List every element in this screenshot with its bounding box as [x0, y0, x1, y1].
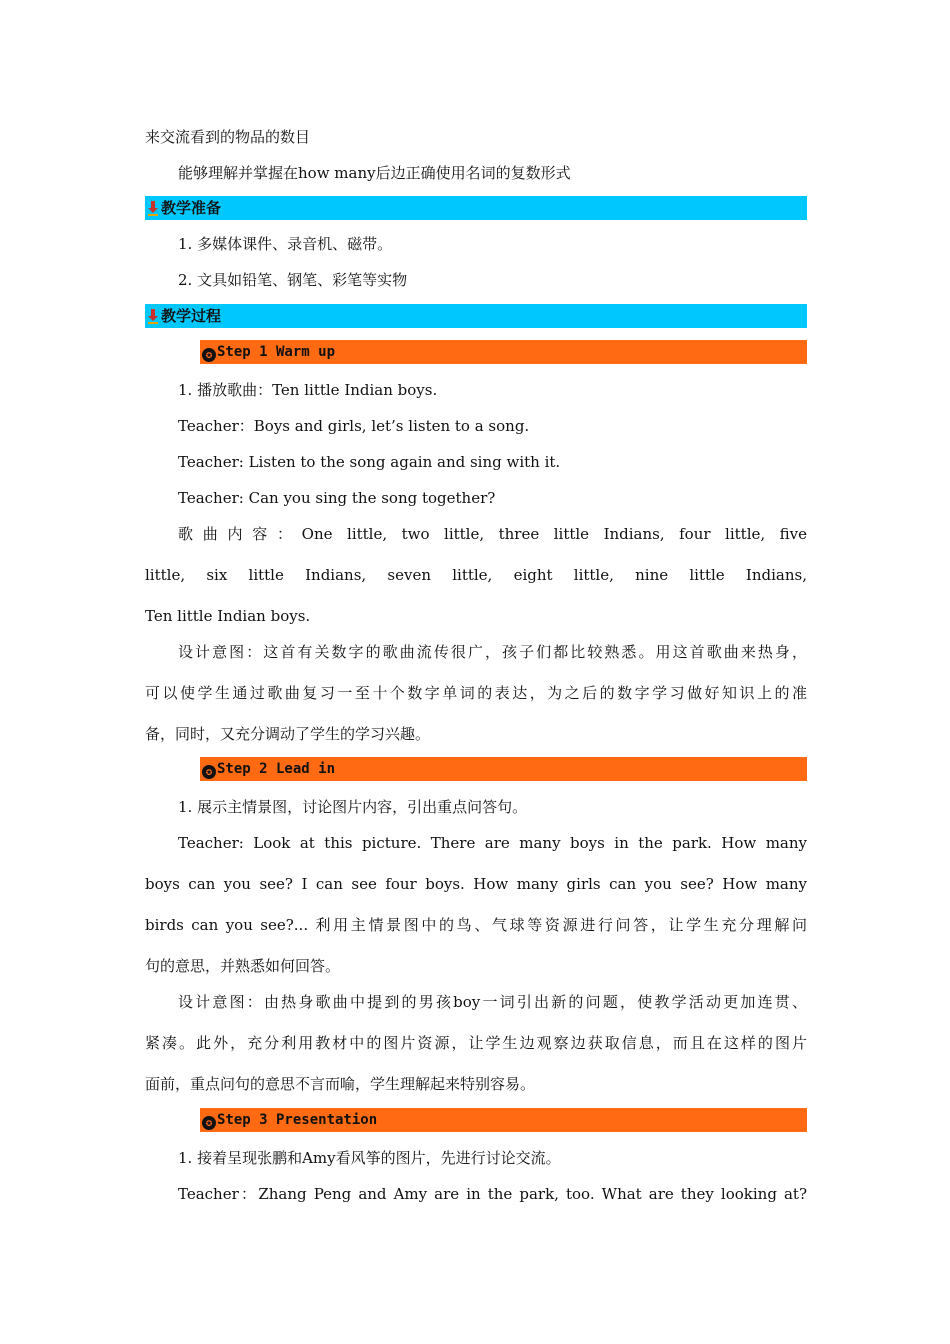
- step-title: Step 2 Lead in: [217, 761, 336, 777]
- step-title: Step 3 Presentation: [217, 1112, 378, 1128]
- list-item: 1. 播放歌曲：Ten little Indian boys.: [178, 381, 438, 399]
- step-title: Step 1 Warm up: [217, 344, 336, 360]
- list-item: 2. 文具如铅笔、钢笔、彩笔等实物: [178, 271, 408, 289]
- download-arrow-icon: [147, 200, 159, 216]
- section-header-preparation: [145, 196, 807, 220]
- star-circle-icon: ✪: [202, 348, 216, 362]
- design-note: 面前，重点问句的意思不言而喻，学生理解起来特别容易。: [145, 1075, 536, 1093]
- dialogue-line: boys can you see? I can see four boys. How many girls can you see? How many: [145, 875, 807, 893]
- design-note: 备，同时，又充分调动了学生的学习兴趣。: [145, 725, 431, 743]
- song-line: Ten little Indian boys.: [145, 607, 311, 625]
- design-note: 紧凑。此外，充分利用教材中的图片资源，让学生边观察边获取信息，而且在这样的图片: [145, 1034, 807, 1052]
- design-note: 设计意图：由热身歌曲中提到的男孩boy一词引出新的问题，使教学活动更加连贯、: [178, 993, 807, 1011]
- dialogue-line: Teacher：Boys and girls, let’s listen to a song.: [178, 417, 530, 435]
- design-note: 可以使学生通过歌曲复习一至十个数字单词的表达，为之后的数字学习做好知识上的准: [145, 684, 807, 702]
- dialogue-line: Teacher: Can you sing the song together?: [178, 489, 496, 507]
- section-title: 教学准备: [161, 199, 222, 217]
- section-header-process: [145, 304, 807, 328]
- dialogue-line: Teacher: Look at this picture. There are many boys in the park. How many: [178, 834, 807, 852]
- dialogue-line: Teacher: Listen to the song again and sing with it.: [178, 453, 561, 471]
- download-arrow-icon: [147, 308, 159, 324]
- step-header-1: [200, 340, 807, 364]
- section-title: 教学过程: [161, 307, 222, 325]
- text-line: 能够理解并掌握在how many后边正确使用名词的复数形式: [178, 164, 571, 182]
- list-item: 1. 多媒体课件、录音机、磁带。: [178, 235, 393, 253]
- list-item: 1. 展示主情景图，讨论图片内容，引出重点问答句。: [178, 798, 528, 816]
- dialogue-line: birds can you see?... 利用主情景图中的鸟、气球等资源进行问答，让学生充分理解问: [145, 916, 807, 934]
- song-line: 歌曲内容：One little, two little, three little Indians, four little, five: [178, 525, 807, 543]
- step-header-3: [200, 1108, 807, 1132]
- design-note: 设计意图：这首有关数字的歌曲流传很广，孩子们都比较熟悉。用这首歌曲来热身，: [178, 643, 807, 661]
- dialogue-line: Teacher：Zhang Peng and Amy are in the park, too. What are they looking at?: [178, 1185, 807, 1203]
- star-circle-icon: ✪: [202, 765, 216, 779]
- text-line: 来交流看到的物品的数目: [145, 128, 311, 146]
- star-circle-icon: ✪: [202, 1116, 216, 1130]
- list-item: 1. 接着呈现张鹏和Amy看风筝的图片，先进行讨论交流。: [178, 1149, 561, 1167]
- song-line: little, six little Indians, seven little, eight little, nine little Indians,: [145, 566, 807, 584]
- dialogue-line: 句的意思，并熟悉如何回答。: [145, 957, 341, 975]
- step-header-2: [200, 757, 807, 781]
